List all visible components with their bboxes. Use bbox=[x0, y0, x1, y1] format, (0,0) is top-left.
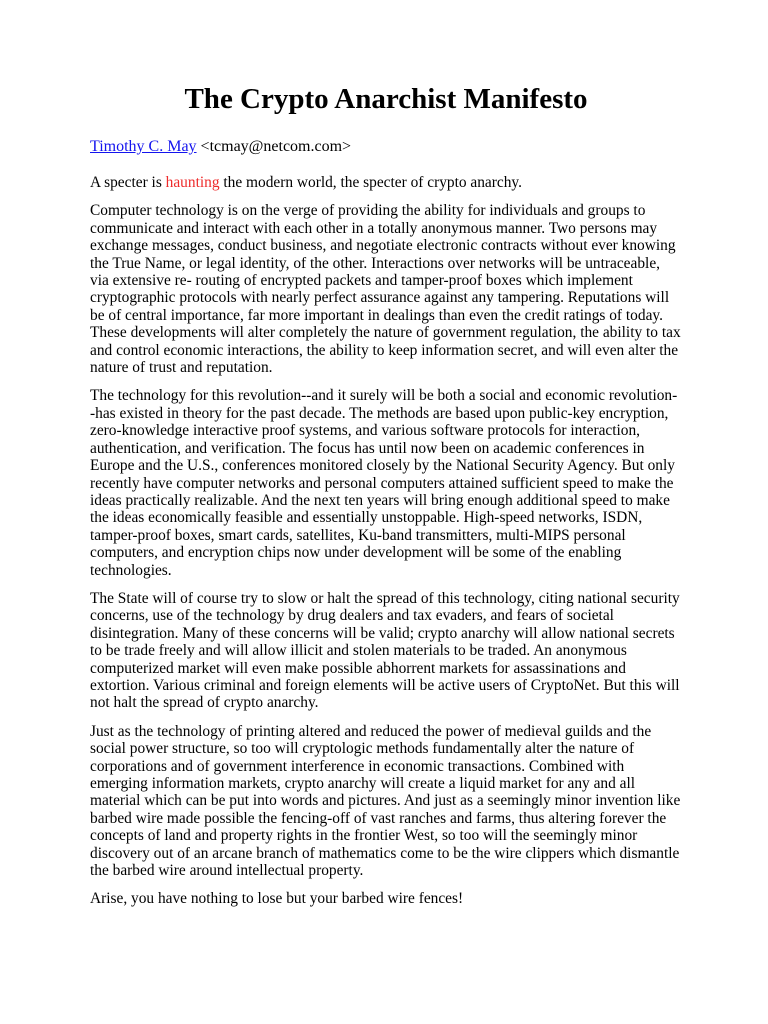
paragraph-computer-technology: Computer technology is on the verge of providing the ability for individuals and groups to communicate and interact with each other in a totally anonymous manner. Two persons may exchange messages, conduct business, and negotiate electronic contracts without ever knowing the True Name, or legal identity, of the other. Interactions over networks will be untraceable, via extensive re- routing of encrypted packets and tamper-proof boxes which implement cryptographic protocols with nearly perfect assurance against any tampering. Reputations will be of central importance, far more important in dealings than even the credit ratings of today. These developments will alter completely the nature of government regulation, the ability to tax and control economic interactions, the ability to keep information secret, and will even alter the nature of trust and reputation. bbox=[90, 202, 681, 377]
specter-line bbox=[90, 174, 682, 191]
specter-text-before: A specter is bbox=[90, 174, 166, 191]
author-line bbox=[90, 137, 682, 156]
specter-highlight-word: haunting bbox=[165, 174, 220, 191]
specter-text-after: the modern world, the specter of crypto anarchy. bbox=[219, 174, 522, 191]
paragraph-printing-barbed-wire: Just as the technology of printing altered and reduced the power of medieval guilds and the social power structure, so too will cryptologic methods fundamentally alter the nature of corporations and of government interference in economic transactions. Combined with emerging information markets, crypto anarchy will create a liquid market for any and all material which can be put into words and pictures. And just as a seemingly minor invention like barbed wire made possible the fencing-off of vast ranches and farms, thus altering forever the concepts of land and property rights in the frontier West, so too will the seemingly minor discovery out of an arcane branch of mathematics come to be the wire clippers which dismantle the barbed wire around intellectual property. bbox=[90, 722, 681, 880]
paragraph-technology-revolution: The technology for this revolution--and it surely will be both a social and economic revolution--has existed in theory for the past decade. The methods are based upon public-key encryption, zero-knowledge interactive proof systems, and various software protocols for interaction, authentication, and verification. The focus has until now been on academic conferences in Europe and the U.S., conferences monitored closely by the National Security Agency. But only recently have computer networks and personal computers attained sufficient speed to make the ideas practically realizable. And the next ten years will bring enough additional speed to make the ideas economically feasible and essentially unstoppable. High-speed networks, ISDN, tamper-proof boxes, smart cards, satellites, Ku-band transmitters, multi-MIPS personal computers, and encryption chips now under development will be some of the enabling technologies. bbox=[90, 387, 678, 579]
paragraph-the-state: The State will of course try to slow or halt the spread of this technology, citing national security concerns, use of the technology by drug dealers and tax evaders, and fears of societal disintegration. Many of these concerns will be valid; crypto anarchy will allow national secrets to be trade freely and will allow illicit and stolen materials to be traded. An anonymous computerized market will even make possible abhorrent markets for assassinations and extortion. Various criminal and foreign elements will be active users of CryptoNet. But this will not halt the spread of crypto anarchy. bbox=[90, 589, 680, 712]
document-title: The Crypto Anarchist Manifesto bbox=[184, 83, 588, 115]
closing-line: Arise, you have nothing to lose but your barbed wire fences! bbox=[90, 890, 464, 908]
author-email: <tcmay@netcom.com> bbox=[196, 138, 352, 155]
author-link[interactable]: Timothy C. May bbox=[90, 138, 197, 155]
